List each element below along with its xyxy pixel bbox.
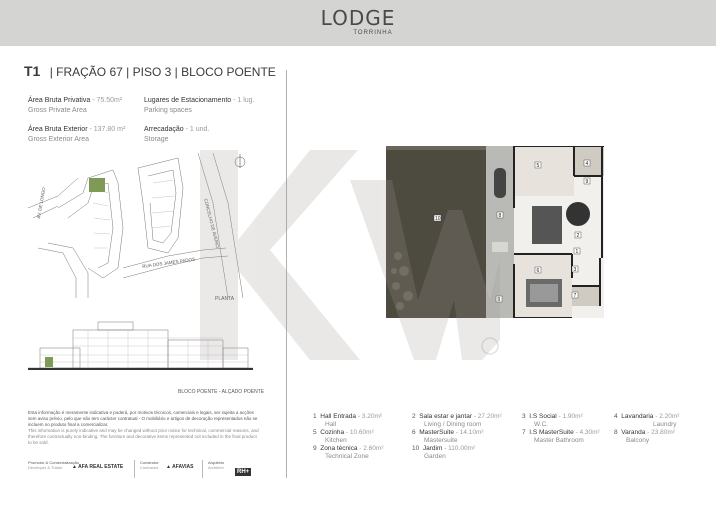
legend-number: 10	[412, 445, 420, 452]
legend-english: Master Bathroom	[534, 437, 584, 444]
legend-area: - 1.90m²	[558, 413, 583, 420]
plan-mark-garden: 10	[435, 216, 441, 222]
brand-logo	[0, 6, 716, 36]
promoter-label: Promotor & Comercialização	[28, 460, 79, 465]
legend-number: 4	[614, 413, 618, 420]
dining-table	[494, 168, 506, 198]
unit-fraction: FRAÇÃO 67	[56, 65, 123, 79]
builder-label: Construtor	[140, 460, 159, 465]
elevation-label: BLOCO POENTE - ALÇADO POENTE	[178, 389, 265, 395]
legend-area: - 2.20m²	[655, 413, 680, 420]
legend-english: Technical Zone	[325, 453, 369, 460]
legend-area: - 14.10m²	[455, 429, 484, 436]
vertical-divider	[286, 70, 287, 478]
spec-english: Gross Private Area	[28, 107, 87, 114]
legend-item-6	[412, 429, 484, 445]
legend-name: Varanda	[621, 429, 646, 436]
elevation-unit-highlight	[45, 357, 53, 367]
site-plan-label: PLANTA	[215, 296, 235, 302]
legend-item-4	[614, 413, 679, 429]
plan-mark-wc: 3	[573, 267, 577, 273]
unit-block: BLOCO POENTE	[181, 65, 276, 79]
spec-label: Área Bruta Exterior	[28, 126, 88, 133]
legend-item-5	[313, 429, 374, 445]
promoter-logo: ▲ AFA REAL ESTATE	[72, 464, 124, 470]
plan-mark-mastersuite: 6	[536, 268, 540, 274]
spec-gross-exterior-area	[28, 125, 125, 145]
builder-logo: ▲ AFAVIAS	[166, 464, 194, 470]
street-label-left: AV. DE LONGO	[36, 186, 47, 219]
legend-english: Garden	[424, 453, 446, 460]
garden-area	[386, 146, 486, 318]
floor-plan	[386, 146, 604, 318]
legend-number: 2	[412, 413, 416, 420]
title-separator: |	[174, 65, 182, 79]
round-table	[566, 202, 590, 226]
legend-name: Lavandaria	[621, 413, 654, 420]
legend-english: Balcony	[626, 437, 650, 444]
legend-name: Hall Entrada	[320, 413, 357, 420]
legend-name: Sala estar e jantar	[419, 413, 473, 420]
brand-subtitle: TORRINHA	[353, 30, 393, 36]
unit-highlight	[89, 178, 105, 192]
legend-english: Kitchen	[325, 437, 347, 444]
architect-logo: RH+	[237, 469, 250, 475]
legend-name: Zona técnica	[320, 445, 358, 452]
legend-item-3	[522, 413, 583, 429]
legend-english: Laundry	[653, 421, 677, 428]
plan-mark-hall: 1	[575, 249, 579, 255]
street-label-right: CONCELHO DE AVEIRO	[203, 198, 221, 249]
legend-number: 9	[313, 445, 317, 452]
title-separator: |	[126, 65, 133, 79]
plan-mark-living: 2	[576, 233, 580, 239]
builder-name: AFAVIAS	[172, 464, 194, 470]
elevation-drawing	[28, 318, 253, 376]
legend-english: Mastersuite	[424, 437, 458, 444]
architect-sublabel: Architect	[208, 465, 224, 470]
plan-mark-balcony: 8	[498, 213, 502, 219]
architect-label: Arquiteto	[208, 460, 225, 465]
legend-english: Hall	[325, 421, 337, 428]
street-label-bottom: RUA DOS JAMES PADOS	[142, 256, 196, 269]
legend-item-10	[412, 445, 475, 461]
legend-item-9	[313, 445, 383, 461]
promoter-sublabel: Developer & Trader	[28, 465, 63, 470]
legend-name: Cozinha	[320, 429, 345, 436]
partners-row	[28, 460, 260, 484]
legend-english: W.C.	[534, 421, 549, 428]
builder-sublabel: Contractor	[140, 465, 159, 470]
disclaimer-pt: Esta informação é meramente indicativa e poderá, por motivos técnicos, comerciais e legais, ser sujeita a acções sem aviso prévio, pelo que não tem carácter contratual - O mobiliário e artigos de decoração representados não se incluem no produto final a comercializar.	[28, 410, 258, 427]
legend-name: I.S MasterSuite	[529, 429, 574, 436]
spec-parking	[144, 96, 255, 116]
spec-value: - 137.80 m²	[89, 126, 126, 133]
spec-label: Área Bruta Privativa	[28, 97, 91, 104]
legend-area: - 23.80m²	[647, 429, 675, 436]
legend-english: Living / Dining room	[424, 421, 482, 428]
plan-mark-balcony-2: 9	[497, 297, 501, 303]
legend-name: MasterSuite	[419, 429, 454, 436]
spec-english: Storage	[144, 136, 169, 143]
brand-name: LODGE	[320, 6, 396, 30]
legend-number: 7	[522, 429, 526, 436]
legend-area: - 27.20m²	[473, 413, 502, 420]
legend-number: 3	[522, 413, 526, 420]
disclaimer-en: This information is purely indicative and may be changed without prior notice for technical, commercial reasons, and therefore contractually non-binding. The furniture and decorative items represented not included in the final product to be sold.	[28, 428, 259, 445]
legend-area: - 2.60m²	[359, 445, 384, 452]
partner-divider	[202, 460, 203, 478]
spec-value: - 1 und.	[185, 126, 210, 133]
spec-english: Gross Exterior Area	[28, 136, 90, 143]
legend-number: 8	[614, 429, 618, 436]
legend-area: - 10.60m²	[345, 429, 374, 436]
plan-mark-kitchen: 5	[536, 163, 540, 169]
legend-number: 1	[313, 413, 317, 420]
legend-area: - 110.00m²	[444, 445, 476, 452]
legend-name: I.S Social	[529, 413, 557, 420]
title-separator: |	[49, 65, 57, 79]
legend-item-1	[313, 413, 382, 429]
spec-label: Arrecadação	[144, 126, 184, 133]
plan-mark-master-bathroom: 7	[573, 293, 577, 299]
legend-item-2	[412, 413, 502, 429]
plan-mark-laundry: 4	[585, 161, 589, 167]
promoter-name: AFA REAL ESTATE	[78, 464, 124, 470]
spec-label: Lugares de Estacionamento	[144, 97, 232, 104]
registered-mark-icon	[482, 338, 498, 354]
sofa	[532, 206, 562, 244]
unit-type: T1	[24, 63, 41, 79]
site-plan-drawing	[28, 148, 253, 303]
legend-item-7	[522, 429, 600, 445]
legend-area: - 3.20m²	[357, 413, 383, 420]
legend-number: 6	[412, 429, 416, 436]
legend-name: Jardim	[422, 445, 443, 452]
unit-title	[24, 63, 276, 79]
disclaimer	[28, 410, 260, 446]
legend-area: - 4.30m²	[575, 429, 600, 436]
unit-floor: PISO 3	[132, 65, 172, 79]
legend-item-8	[614, 429, 675, 445]
legend-number: 5	[313, 429, 317, 436]
plan-mark-technical: 9	[585, 179, 589, 185]
spec-english: Parking spaces	[144, 107, 192, 114]
header-bar	[0, 0, 716, 46]
spec-value: - 75.50m²	[92, 97, 123, 104]
spec-storage	[144, 125, 209, 145]
partner-divider	[134, 460, 135, 478]
spec-gross-private-area	[28, 96, 122, 116]
spec-value: - 1 lug.	[233, 97, 255, 104]
